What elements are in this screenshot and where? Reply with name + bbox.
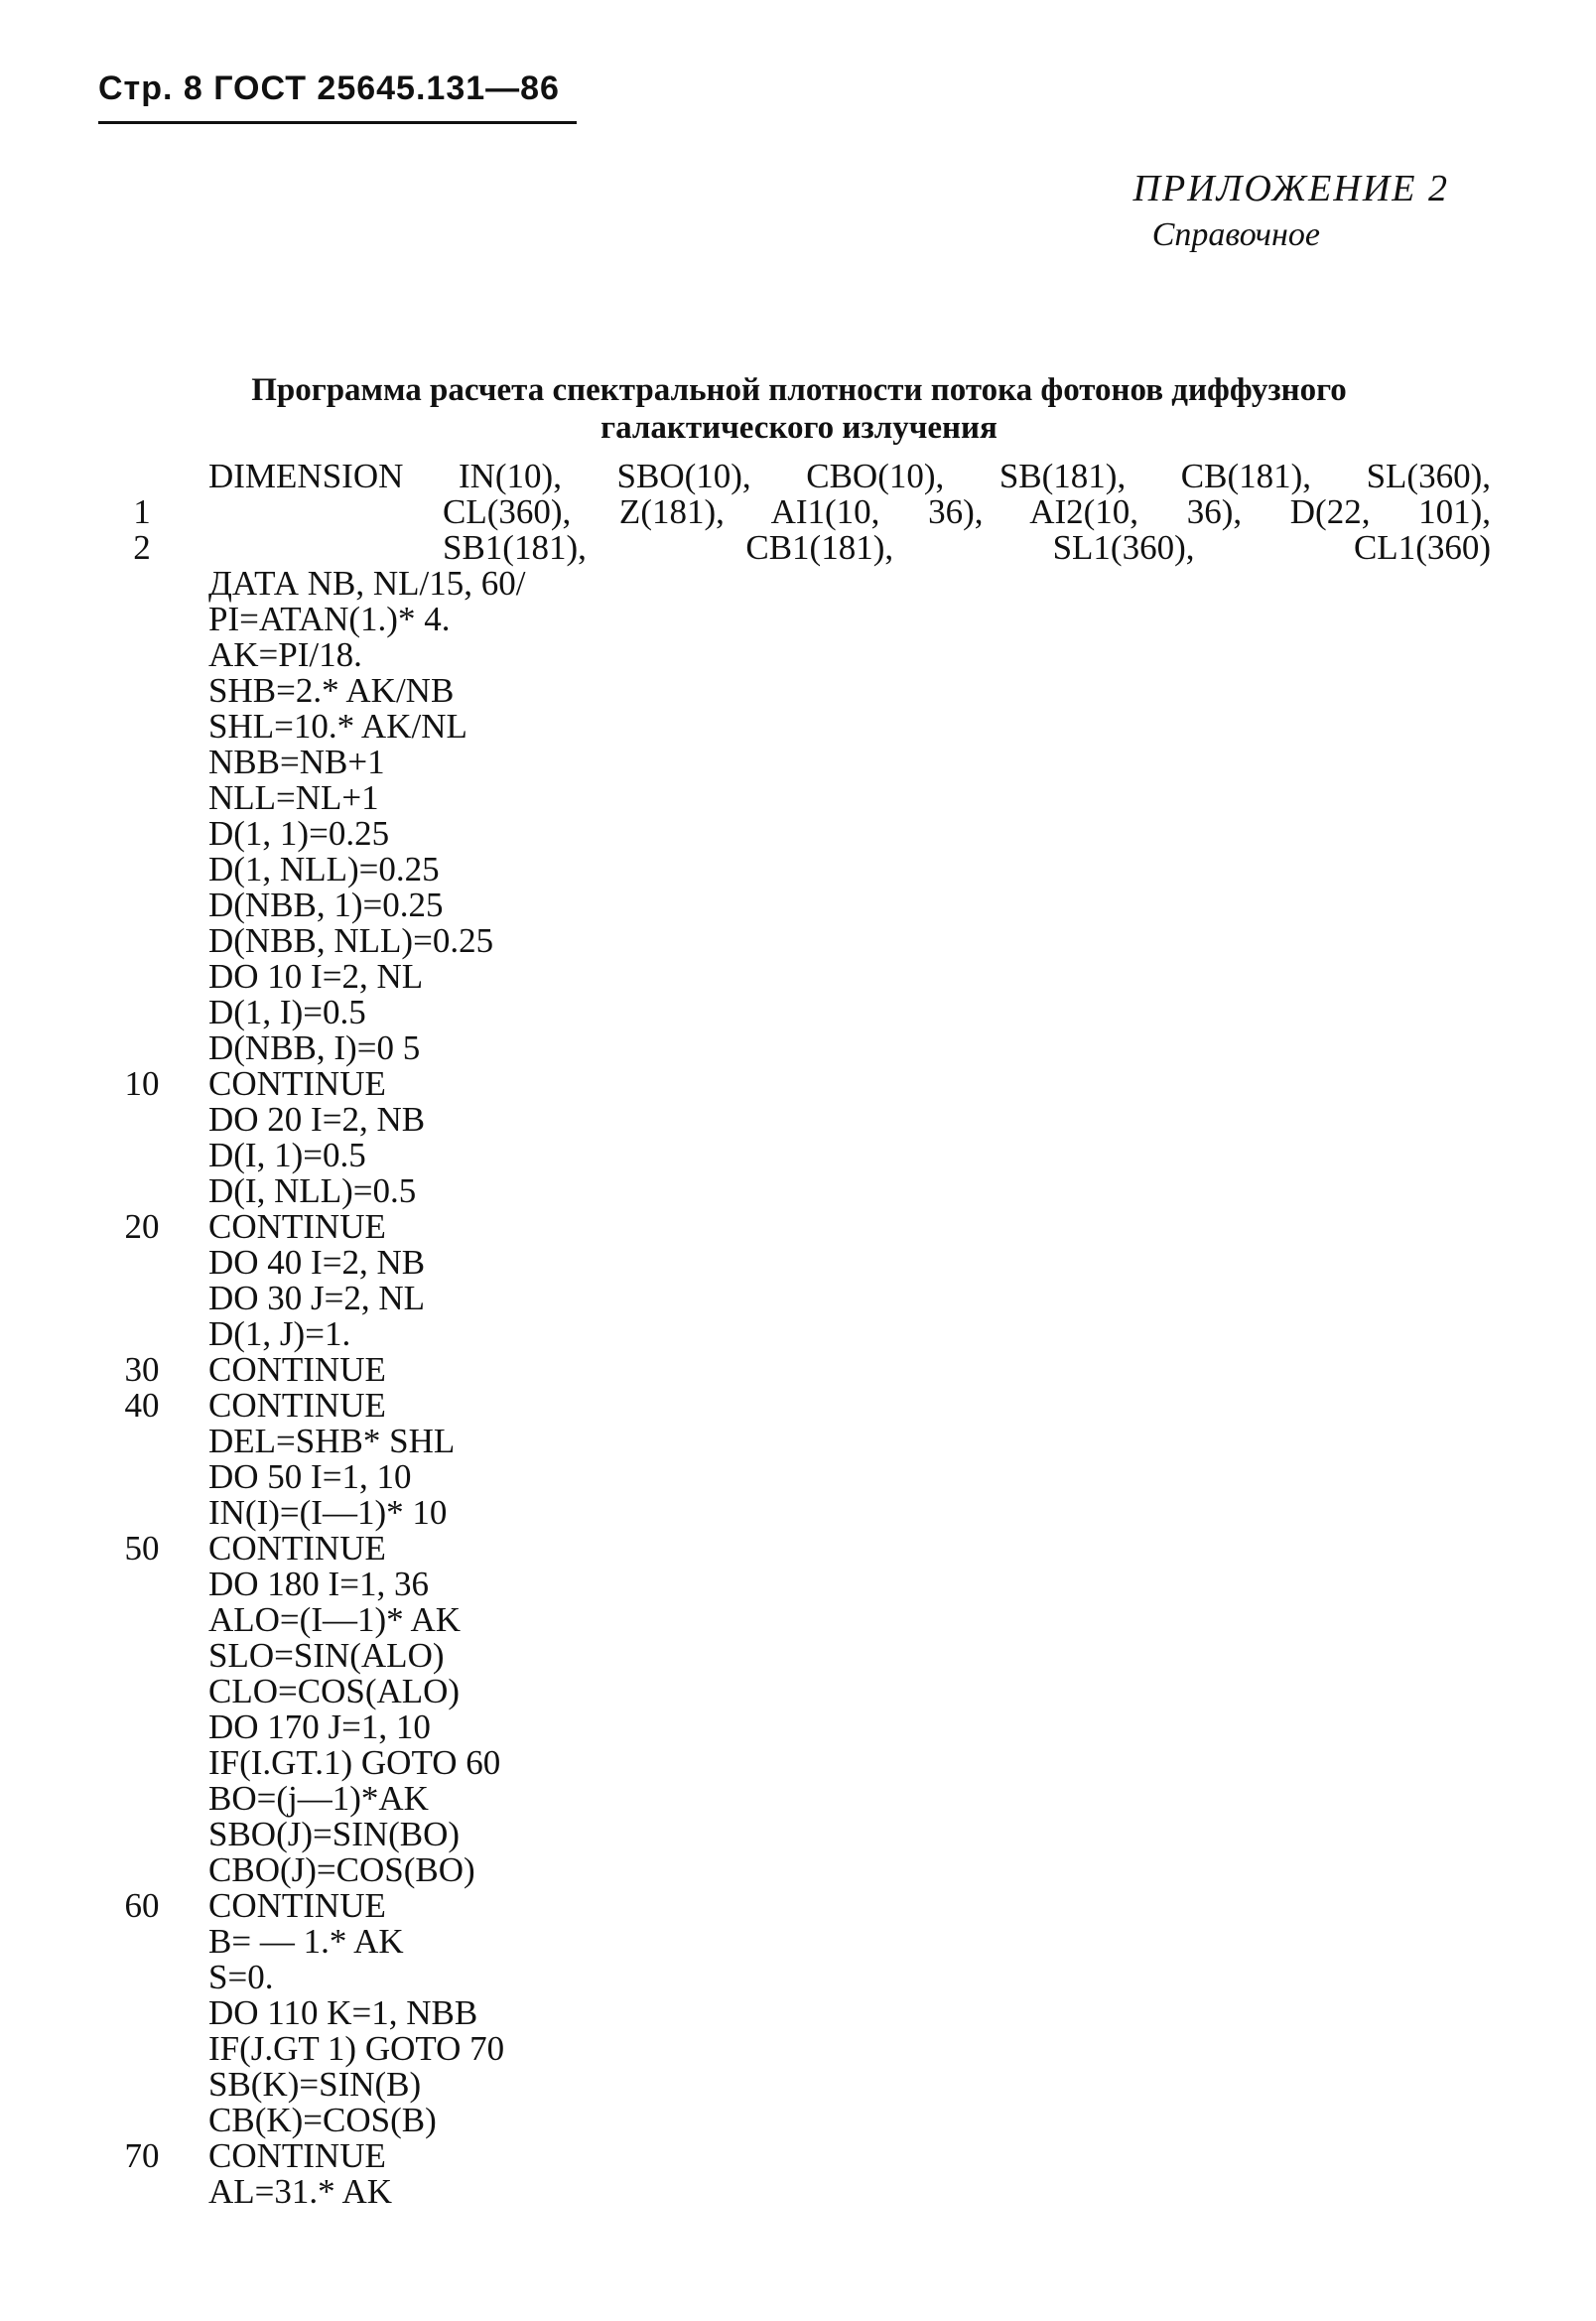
code-statement: SHL=10.* AK/NL bbox=[208, 707, 467, 746]
code-line bbox=[0, 673, 1596, 709]
code-statement: D(NBB, 1)=0.25 bbox=[208, 886, 444, 924]
code-statement: DO 50 I=1, 10 bbox=[208, 1457, 412, 1496]
code-statement: B= — 1.* AK bbox=[208, 1922, 404, 1961]
code-line bbox=[0, 1245, 1596, 1281]
code-statement: CONTINUE bbox=[208, 1386, 386, 1425]
code-statement: SLO=SIN(ALO) bbox=[208, 1636, 445, 1675]
code-line bbox=[0, 1388, 1596, 1424]
code-statement: SBO(J)=SIN(BO) bbox=[208, 1815, 461, 1853]
code-statement: CL(360), Z(181), AI1(10, 36), AI2(10, 36), D(22, 101), bbox=[443, 492, 1491, 531]
code-statement: AK=PI/18. bbox=[208, 635, 362, 674]
code-line bbox=[0, 2174, 1596, 2210]
code-line bbox=[0, 923, 1596, 959]
code-statement: CONTINUE bbox=[208, 1064, 386, 1103]
code-line bbox=[0, 1066, 1596, 1102]
code-statement: CB(K)=COS(B) bbox=[208, 2101, 437, 2139]
code-statement: SHB=2.* AK/NB bbox=[208, 671, 455, 710]
code-statement: DEL=SHB* SHL bbox=[208, 1422, 456, 1460]
statement-label: 60 bbox=[124, 1886, 160, 1925]
header-rule bbox=[98, 121, 577, 124]
code-statement: PI=ATAN(1.)* 4. bbox=[208, 600, 451, 638]
code-line bbox=[0, 1424, 1596, 1459]
statement-label: 10 bbox=[124, 1064, 160, 1103]
code-statement: DO 180 I=1, 36 bbox=[208, 1565, 429, 1603]
code-line bbox=[0, 1924, 1596, 1960]
statement-label: 40 bbox=[124, 1386, 160, 1425]
title-line-1: Программа расчета спектральной плотности потока фотонов диффузного bbox=[251, 372, 1347, 408]
code-statement: NLL=NL+1 bbox=[208, 778, 379, 817]
code-line bbox=[0, 1030, 1596, 1066]
code-line bbox=[0, 1602, 1596, 1638]
code-statement: CONTINUE bbox=[208, 1886, 386, 1925]
code-statement: D(I, 1)=0.5 bbox=[208, 1136, 366, 1174]
code-line bbox=[0, 852, 1596, 887]
code-statement: IN(I)=(I—1)* 10 bbox=[208, 1493, 448, 1532]
code-line bbox=[0, 1459, 1596, 1495]
code-statement: CBO(J)=COS(BO) bbox=[208, 1850, 475, 1889]
code-line bbox=[0, 1781, 1596, 1817]
code-line bbox=[0, 1674, 1596, 1709]
code-line bbox=[0, 1638, 1596, 1674]
code-line bbox=[0, 1745, 1596, 1781]
statement-label: 70 bbox=[124, 2136, 160, 2175]
document-title bbox=[169, 371, 1429, 447]
code-statement: D(I, NLL)=0.5 bbox=[208, 1171, 417, 1210]
code-statement: CONTINUE bbox=[208, 1207, 386, 1246]
code-statement: DO 170 J=1, 10 bbox=[208, 1707, 431, 1746]
code-line bbox=[0, 494, 1596, 530]
code-statement: DIMENSION IN(10), SBO(10), CBO(10), SB(181), CB(181), SL(360), bbox=[208, 457, 1491, 495]
code-line bbox=[0, 1567, 1596, 1602]
statement-label: 1 bbox=[133, 492, 151, 531]
code-line bbox=[0, 1709, 1596, 1745]
code-statement: IF(J.GT 1) GOTO 70 bbox=[208, 2029, 505, 2068]
code-line bbox=[0, 602, 1596, 637]
appendix-subtitle: Справочное bbox=[1151, 216, 1320, 253]
code-line bbox=[0, 1531, 1596, 1567]
code-line bbox=[0, 709, 1596, 745]
statement-label: 2 bbox=[133, 528, 151, 567]
code-line bbox=[0, 530, 1596, 566]
code-statement: D(NBB, I)=0 5 bbox=[208, 1028, 421, 1067]
code-line bbox=[0, 2103, 1596, 2138]
code-line bbox=[0, 1495, 1596, 1531]
code-line bbox=[0, 1102, 1596, 1138]
code-statement: DO 40 I=2, NB bbox=[208, 1243, 426, 1282]
code-line bbox=[0, 1316, 1596, 1352]
code-line bbox=[0, 1173, 1596, 1209]
code-listing bbox=[0, 459, 1596, 2210]
code-line bbox=[0, 1281, 1596, 1316]
code-line bbox=[0, 566, 1596, 602]
code-line bbox=[0, 2031, 1596, 2067]
statement-label: 30 bbox=[124, 1350, 160, 1389]
code-line bbox=[0, 887, 1596, 923]
statement-label: 50 bbox=[124, 1529, 160, 1568]
code-statement: SB(K)=SIN(B) bbox=[208, 2065, 422, 2104]
code-line bbox=[0, 995, 1596, 1030]
code-line bbox=[0, 1352, 1596, 1388]
code-statement: CONTINUE bbox=[208, 1529, 386, 1568]
code-statement: ALO=(I—1)* AK bbox=[208, 1600, 462, 1639]
code-statement: IF(I.GT.1) GOTO 60 bbox=[208, 1743, 501, 1782]
code-line bbox=[0, 1138, 1596, 1173]
statement-label: 20 bbox=[124, 1207, 160, 1246]
code-statement: ДАТА NB, NL/15, 60/ bbox=[208, 564, 526, 603]
code-line bbox=[0, 745, 1596, 780]
code-statement: CONTINUE bbox=[208, 1350, 386, 1389]
code-statement: SB1(181), CB1(181), SL1(360), CL1(360) bbox=[443, 528, 1491, 567]
code-statement: D(NBB, NLL)=0.25 bbox=[208, 921, 494, 960]
code-line bbox=[0, 2067, 1596, 2103]
code-line bbox=[0, 1888, 1596, 1924]
code-statement: DO 20 I=2, NB bbox=[208, 1100, 426, 1139]
code-statement: CLO=COS(ALO) bbox=[208, 1672, 461, 1710]
code-statement: CONTINUE bbox=[208, 2136, 386, 2175]
code-line bbox=[0, 1209, 1596, 1245]
code-statement: S=0. bbox=[208, 1958, 274, 1996]
appendix-block bbox=[1133, 167, 1449, 254]
code-statement: BO=(j—1)*AK bbox=[208, 1779, 429, 1818]
code-line bbox=[0, 780, 1596, 816]
code-line bbox=[0, 959, 1596, 995]
code-statement: AL=31.* AK bbox=[208, 2172, 393, 2211]
code-line bbox=[0, 816, 1596, 852]
code-line bbox=[0, 1817, 1596, 1852]
code-statement: D(1, NLL)=0.25 bbox=[208, 850, 440, 888]
code-statement: D(1, I)=0.5 bbox=[208, 993, 366, 1031]
code-line bbox=[0, 637, 1596, 673]
code-statement: DO 30 J=2, NL bbox=[208, 1279, 426, 1317]
code-line bbox=[0, 2138, 1596, 2174]
code-line bbox=[0, 1960, 1596, 1995]
code-line bbox=[0, 1852, 1596, 1888]
code-statement: NBB=NB+1 bbox=[208, 743, 385, 781]
code-statement: D(1, J)=1. bbox=[208, 1314, 351, 1353]
title-line-2: галактического излучения bbox=[600, 410, 998, 446]
code-line bbox=[0, 459, 1596, 494]
code-line bbox=[0, 1995, 1596, 2031]
code-statement: D(1, 1)=0.25 bbox=[208, 814, 390, 853]
page-header: Стр. 8 ГОСТ 25645.131—86 bbox=[98, 69, 560, 107]
code-statement: DO 10 I=2, NL bbox=[208, 957, 424, 996]
appendix-title: ПРИЛОЖЕНИЕ 2 bbox=[1132, 168, 1449, 209]
code-statement: DO 110 K=1, NBB bbox=[208, 1993, 478, 2032]
